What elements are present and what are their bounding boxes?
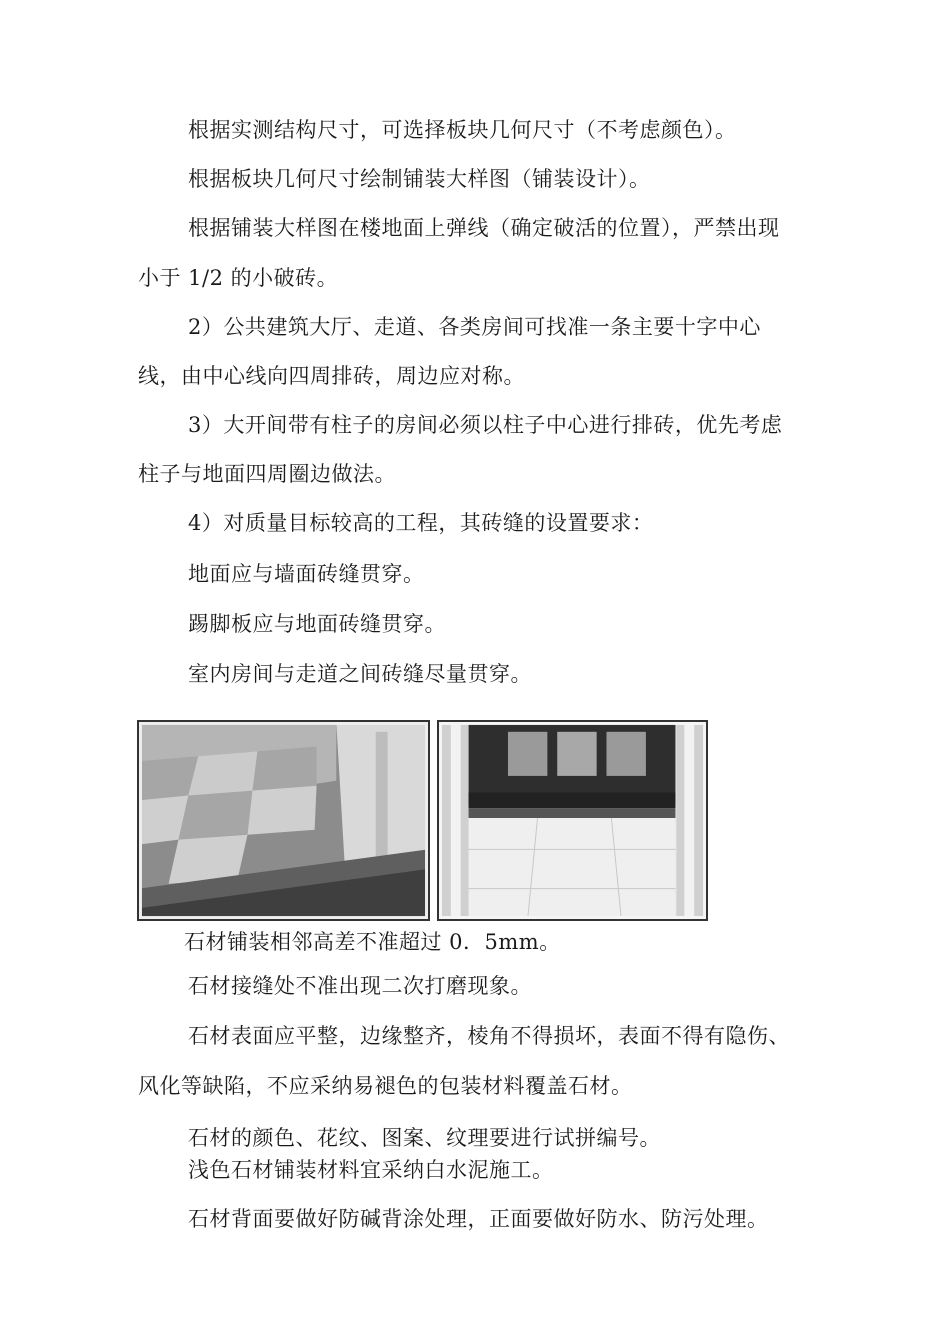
paragraph-room-corridor-joint: 室内房间与走道之间砖缝尽量贯穿。	[188, 662, 532, 686]
paragraph-skirting-joint: 踢脚板应与地面砖缝贯穿。	[188, 612, 446, 636]
paragraph-board-size: 根据实测结构尺寸，可选择板块几何尺寸（不考虑颜色）。	[188, 118, 737, 142]
paragraph-joint-requirements: 4）对质量目标较高的工程，其砖缝的设置要求：	[188, 511, 654, 535]
paragraph-snap-line: 根据铺装大样图在楼地面上弹线（确定破活的位置），严禁出现	[188, 216, 780, 240]
paragraph-surface-quality-cont: 风化等缺陷，不应采纳易褪色的包装材料覆盖石材。	[138, 1074, 633, 1098]
paragraph-trial-numbering: 石材的颜色、花纹、图案、纹理要进行试拼编号。	[188, 1126, 661, 1150]
lobby-floor-photo	[437, 720, 708, 921]
paragraph-height-difference: 石材铺装相邻高差不准超过 0．5mm。	[184, 930, 561, 954]
paragraph-snap-line-cont: 小于 1/2 的小破砖。	[138, 266, 339, 290]
paragraph-column-layout-cont: 柱子与地面四周圈边做法。	[138, 462, 396, 486]
paragraph-back-coating: 石材背面要做好防碱背涂处理，正面要做好防水、防污处理。	[188, 1207, 769, 1231]
paragraph-center-line: 2）公共建筑大厅、走道、各类房间可找准一条主要十字中心	[188, 315, 761, 339]
paragraph-white-cement: 浅色石材铺装材料宜采纳白水泥施工。	[188, 1158, 554, 1182]
checkered-floor-photo	[137, 720, 430, 921]
paragraph-layout-drawing: 根据板块几何尺寸绘制铺装大样图（铺装设计）。	[188, 167, 651, 191]
paragraph-no-regrinding: 石材接缝处不准出现二次打磨现象。	[188, 974, 532, 998]
paragraph-column-layout: 3）大开间带有柱子的房间必须以柱子中心进行排砖，优先考虑	[188, 413, 783, 437]
paragraph-floor-wall-joint: 地面应与墙面砖缝贯穿。	[188, 562, 425, 586]
paragraph-surface-quality: 石材表面应平整，边缘整齐，棱角不得损坏，表面不得有隐伤、	[188, 1024, 790, 1048]
paragraph-center-line-cont: 线，由中心线向四周排砖，周边应对称。	[138, 364, 525, 388]
